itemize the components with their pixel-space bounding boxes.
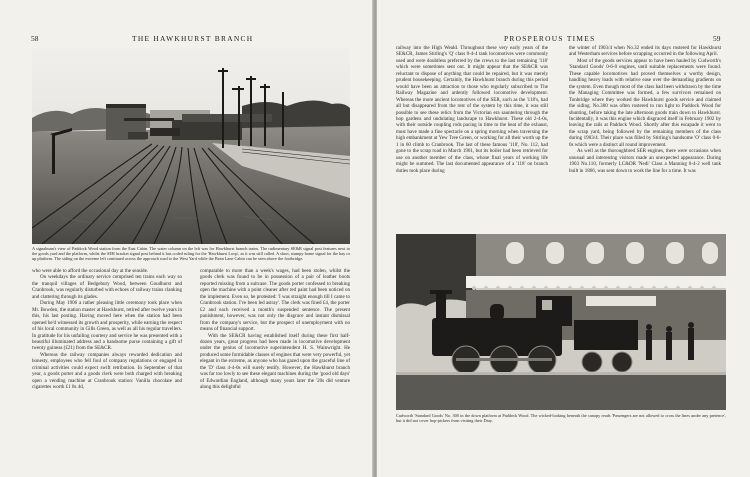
right-col2-para-1: the winter of 1903/4 when No.32 ended its days rostered for Hawkhurst and Westerham services before scrapping occurred in the following April. [569, 45, 721, 58]
left-col1-para-3: During May 1906 a rather pleasing little ceremony took place when Mr. Bowden, the station master at Hawkhurst, retired after twelve years in this, his last posting. Having moved here when the station had been opened he'd witnessed its growth and prosperity, while earning the respect of his local community in Gills Green, as well as all his regular travellers. In gratitude for his unfailing courtesy and service he was presented with a beautiful illuminated address and a handsome purse containing a gift of twenty guineas (£21) from the SE&CR. [32, 300, 182, 352]
right-col2-para-2: Most of the goods services appear to have been hauled by Cudworth's 'Standard Goods' 0-6-0 engines, until suitable replacements were found. These capable locomotives had proved themselves a worthy design, handling heavy loads with relative ease over the demanding gradients on the system. Even though most of the class had been withdrawn by the time the Managing Committee was formed, a few survivors remained on Tonbridge where they worked the Hawkhurst goods service and claimed the siding. No.300 was often rostered to run light to Paddock Wood for shunting, before taking the late afternoon goods train down to Hawkhurst. Incidentally, it was this engine which disgraced itself in February 1902 by leaving the rails at Paddock Wood. Shortly after this escapade it went to the scrap yard, being followed by the remaining members of the class during 1903/4. Their place was filled by Stirling's handsome 'O' class 0-6-0s which were a distinct all round improvement. [569, 57, 721, 148]
right-folio: 59 [713, 34, 721, 43]
right-col2-para-3: As well as the thoroughbred SER engines, there were occasions when unusual and interesting visitors made an unexpected appearance. During 1903 No.110, formerly LC&DR 'Nedi' Class a Manning 0-4-2 well tank built in 1866, was sent down to work the line for a time. It was [569, 148, 721, 174]
left-col1-para-2: On weekdays the ordinary service comprised ten trains each way so the tranquil villages of Bedgebury Wood, between Goudhurst and Cranbrook, was regularly disturbed with echoes of railway trains clanking and clattering through its glades. [32, 274, 182, 300]
left-photo-caption: A signalman's view of Paddock Wood station from the East Cabin. The water column on the left was for Hawkhurst branch trains. The rudimentary SE&R signal post features next to the goods yard and the platform, whilst the SER bracket signal post behind it has coded ruling for the 'Hawkhurst Loop', as it was still called. A short, stumpy home signal for the bay or up platform. The siding on the extreme left continued across the approach road to the West Yard while the Bean Lane Cabin can be seen above the footbridge. [32, 246, 350, 262]
standard-goods-locomotive-photo [396, 234, 726, 410]
left-running-head: THE HAWKHURST BRANCH [132, 34, 254, 43]
right-column-1 [396, 45, 548, 174]
left-col1-para-1: who were able to afford the occasional day at the seaside. [32, 268, 149, 274]
paddock-wood-station-photo [32, 48, 350, 244]
left-folio: 58 [31, 34, 39, 43]
left-col2-para-2: With the SE&CR having established itself during these first half-dozen years, great progress had been made in locomotive development under the genius of locomotive superintendent H. S. Wainwright. He produced some formidable classes of engines that were very powerful, yet elegant in the extreme, as anyone who has gazed upon the graceful line of the 'D' class 4-4-0s will surely testify. However, the Hawkhurst branch was far too lowly to see these elegant machines during the 'good old days' of Edwardian England, although many years later the '20s did venture along this delightful [200, 332, 350, 391]
right-photo-caption: Cudworth 'Standard Goods' No. 300 in the down platform at Paddock Wood. The wicked-looking beneath the canopy reads 'Passengers are not allowed to cross the lines under any pretence', but it did not cover hop-pickers from visiting their Dray. [396, 413, 726, 424]
right-page [377, 0, 750, 477]
right-running-head: PROSPEROUS TIMES [504, 34, 596, 43]
left-column-1 [32, 268, 182, 391]
left-col2-para-1: comparable to more than a week's wages, had been stolen, whilst the goods clerk was found to be in possession of a pair of leather boots reported missing from a suitcase. The goods porter confessed to breaking open the machine with a point cleaner after red paint had been noticed on the implement. Even so, he protested: 'I was straight enough till I came to Cranbrook station. I've been led astray'. The clerk was fined £4, the porter £2 and each received a month's suspended sentence. The present punishment, however, was not only the disgrace and instant dismissal from the company's service, but the prospect of unemployment with no means of financial support. [200, 268, 350, 333]
left-col1-para-4: Whereas the railway companies always rewarded dedication and honesty, employees who fell foul of company regulations or engaged in criminal activities could expect swift retribution. In September of that year, a goods porter and a goods clerk were both charged with breaking open a vending machine at Cranbrook station: Vanilla chocolate and cigarettes worth £1 8s 4d, [32, 351, 182, 391]
right-column-2 [569, 45, 721, 174]
left-column-2 [200, 268, 350, 391]
right-col1-para-1: railway into the High Weald. Throughout these very early years of the SE&CR, James Stirling's 'Q' class 0-4-4 tank locomotives were commonly used and were doubtless preferred by the crews to the last remaining '118' which were sometimes sent out. It might appear that the SE&CR was reluctant to dispose of anything that could be repaired, but it was merely prudent housekeeping. Certainly, the Hawkhurst branch during this period would have been an attraction to those who regularly subscribed to The Railway Magazine and ardently followed locomotive development. Whereas the more ancient locomotives of the SER, such as the '118's, had all but disappeared from the rest of the system by this time, it was still possible to see these relics from the Victorian era sauntering through the hop gardens and undulating landscape to Hawkhurst. These old 2-4-0s, with their outside coupling rods pacing in time to the beat of the exhaust, must have made a fine spectacle on a spring morning when traversing the high embankment at Yew Tree Green, or working for all their worth up the 1 in 60 climb to Cranbrook. The last of these famous '118', No. 112, had gone to the scrap road in March 1901, but its boiler had been retrieved for use on another member of the class, whose final years of working life might be summed. The last documented appearance of a '118' on branch duties took place during [396, 45, 548, 174]
left-page [0, 0, 373, 477]
